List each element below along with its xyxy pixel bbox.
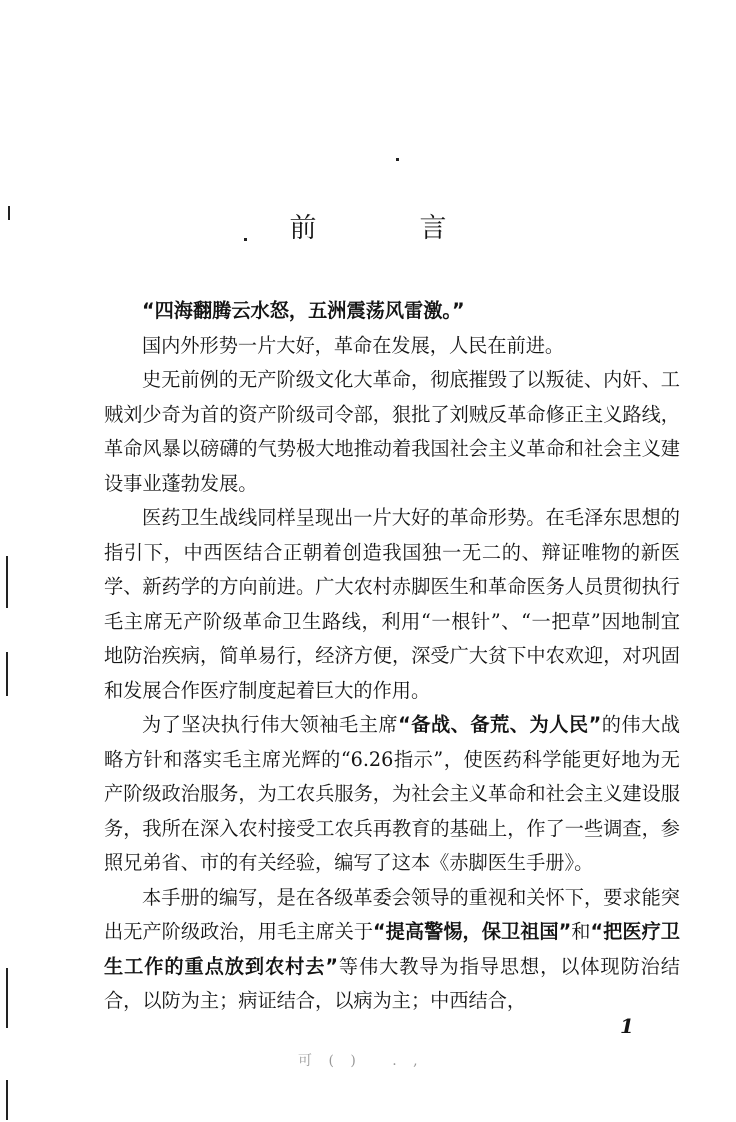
paragraph-5-part-c: 和 bbox=[571, 920, 591, 943]
paragraph-1: 国内外形势一片大好，革命在发展，人民在前进。 bbox=[142, 333, 565, 357]
paragraph-4-emphasis: “备战、备荒、为人民” bbox=[398, 713, 602, 736]
paragraph-5 bbox=[104, 881, 680, 1019]
paragraph-4-part-c: 的伟大战略方针和落实毛主席光辉的“6.26指示”，使医药科学能更好地为无产阶级政治服务，为工农兵服务，为社会主义革命和社会主义建设服务，我所在深入农村接受工农兵再教育的基础上，作了一些调查，参照兄弟省、市的有关经验，编写了这本《赤脚医生手册》。 bbox=[104, 713, 680, 874]
paragraph-4-part-a: 为了坚决执行伟大领袖毛主席 bbox=[142, 713, 399, 736]
paragraph-4 bbox=[104, 708, 680, 881]
scan-mark-dot bbox=[396, 158, 399, 161]
opening-quote: “四海翻腾云水怒，五洲震荡风雷激。” bbox=[142, 299, 465, 322]
paragraph-5-part-a: 本手册的编写，是在各级革委会领导的重视和关怀下，要求能突出无产阶级政治，用毛主席关于 bbox=[104, 885, 680, 943]
scan-mark-edge bbox=[6, 968, 8, 1028]
page-number: 1 bbox=[620, 1014, 634, 1038]
paragraph-5-emphasis-1: “提高警惕，保卫祖国” bbox=[373, 920, 572, 943]
paragraph-5-emphasis-2: “把医疗卫生工作的重点放到农村去” bbox=[104, 920, 680, 978]
paragraph-3: 医药卫生战线同样呈现出一片大好的革命形势。在毛泽东思想的指引下，中西医结合正朝着创造我国独一无二的、辩证唯物的新医学、新药学的方向前进。广大农村赤脚医生和革命医务人员贯彻执行毛主席无产阶级革命卫生路线，利用“一根针”、“一把草”因地制宜地防治疾病，简单易行，经济方便，深受广大贫下中农欢迎，对巩固和发展合作医疗制度起着巨大的作用。 bbox=[104, 506, 680, 702]
scan-mark-edge bbox=[6, 1080, 8, 1120]
paragraph-5-part-e: 等伟大教导为指导思想，以体现防治结合，以防为主；病证结合，以病为主；中西结合， bbox=[104, 954, 680, 1012]
body-text bbox=[104, 294, 680, 1019]
footer-smudge: 可 ( ) . , bbox=[298, 1053, 424, 1069]
scan-mark-edge bbox=[6, 556, 8, 608]
paragraph-2: 史无前例的无产阶级文化大革命，彻底摧毁了以叛徒、内奸、工贼刘少奇为首的资产阶级司令部，狠批了刘贼反革命修正主义路线，革命风暴以磅礴的气势极大地推动着我国社会主义革命和社会主义建设事业蓬勃发展。 bbox=[104, 368, 680, 495]
scan-mark-edge bbox=[6, 652, 8, 696]
page-title: 前 言 bbox=[289, 213, 485, 244]
